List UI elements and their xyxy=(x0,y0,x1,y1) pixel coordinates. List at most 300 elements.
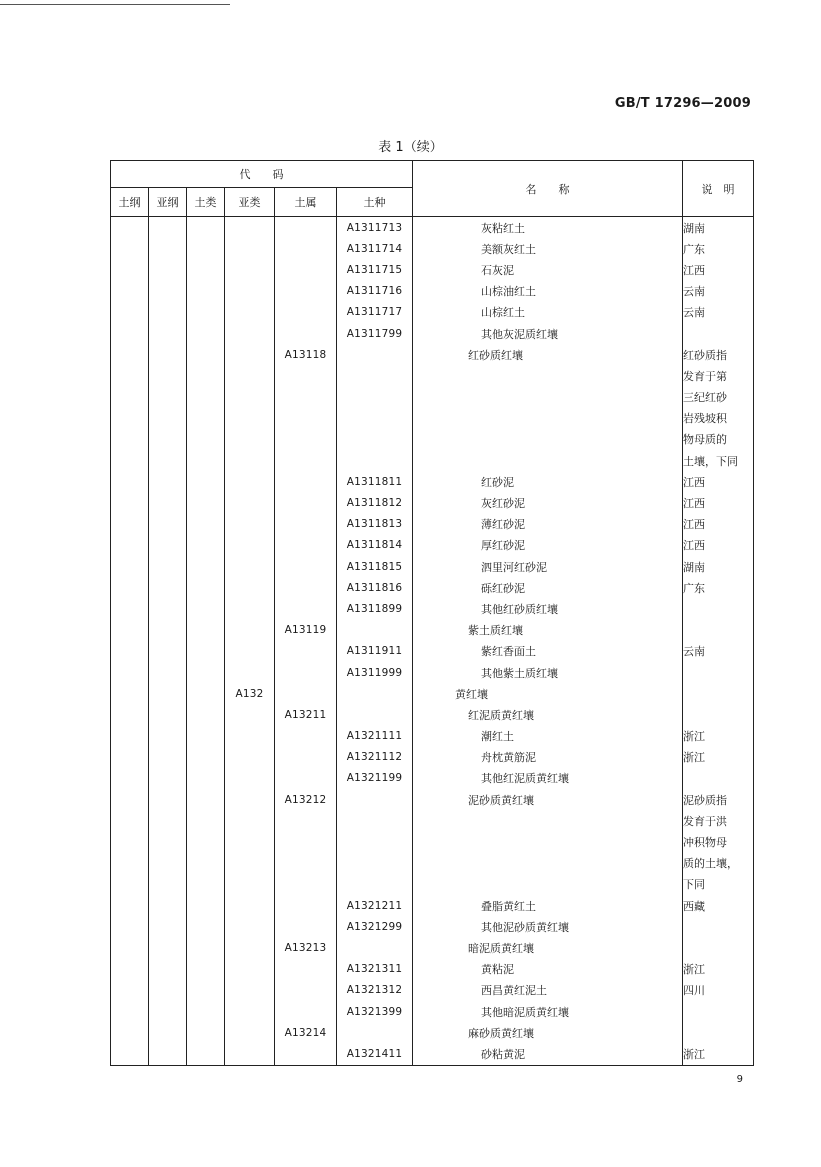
soil-name-cell: 砂粘黄泥 xyxy=(413,1043,683,1065)
note-cell: 湖南 xyxy=(683,556,754,577)
species-code-cell: A1321112 xyxy=(337,747,413,768)
order-code-cell xyxy=(111,895,149,916)
species-code-cell xyxy=(337,1022,413,1043)
species-code-cell xyxy=(337,344,413,365)
group-code-cell xyxy=(187,810,225,831)
order-code-cell xyxy=(111,1001,149,1022)
suborder-code-cell xyxy=(149,556,187,577)
group-code-cell xyxy=(187,323,225,344)
subgroup-code-cell xyxy=(225,556,275,577)
suborder-code-cell xyxy=(149,1001,187,1022)
note-cell: 江西 xyxy=(683,471,754,492)
suborder-code-cell xyxy=(149,238,187,259)
order-code-cell xyxy=(111,408,149,429)
subgroup-code-cell xyxy=(225,831,275,852)
family-code-cell xyxy=(275,323,337,344)
note-cell xyxy=(683,323,754,344)
order-code-cell xyxy=(111,726,149,747)
group-code-cell xyxy=(187,302,225,323)
suborder-code-cell xyxy=(149,662,187,683)
species-code-cell xyxy=(337,937,413,958)
standard-code: GB/T 17296—2009 xyxy=(614,96,751,111)
table-row xyxy=(111,259,754,280)
group-code-cell xyxy=(187,980,225,1001)
subgroup-code-cell xyxy=(225,259,275,280)
order-code-cell xyxy=(111,598,149,619)
subgroup-code-cell xyxy=(225,471,275,492)
soil-name-cell: 灰粘红土 xyxy=(413,217,683,239)
species-code-cell: A1311811 xyxy=(337,471,413,492)
group-code-cell xyxy=(187,344,225,365)
soil-name-cell: 厚红砂泥 xyxy=(413,535,683,556)
table-row xyxy=(111,959,754,980)
subgroup-code-cell xyxy=(225,492,275,513)
subgroup-code-cell xyxy=(225,1001,275,1022)
note-cell: 云南 xyxy=(683,302,754,323)
subgroup-code-cell: A132 xyxy=(225,683,275,704)
species-code-cell: A1311715 xyxy=(337,259,413,280)
group-code-cell xyxy=(187,874,225,895)
group-code-cell xyxy=(187,387,225,408)
subgroup-code-cell xyxy=(225,662,275,683)
soil-name-cell xyxy=(413,429,683,450)
subgroup-code-cell xyxy=(225,768,275,789)
species-code-cell xyxy=(337,683,413,704)
scan-edge-line xyxy=(0,4,230,5)
group-code-cell xyxy=(187,683,225,704)
species-code-cell: A1321311 xyxy=(337,959,413,980)
suborder-code-cell xyxy=(149,683,187,704)
order-code-cell xyxy=(111,853,149,874)
table-row xyxy=(111,217,754,239)
group-code-cell xyxy=(187,726,225,747)
family-code-cell xyxy=(275,492,337,513)
family-code-cell xyxy=(275,831,337,852)
subgroup-code-cell xyxy=(225,704,275,725)
family-code-cell xyxy=(275,641,337,662)
species-code-cell xyxy=(337,789,413,810)
suborder-code-cell xyxy=(149,831,187,852)
family-code-cell xyxy=(275,747,337,768)
suborder-code-cell xyxy=(149,471,187,492)
soil-name-cell: 麻砂质黄红壤 xyxy=(413,1022,683,1043)
soil-name-cell: 薄红砂泥 xyxy=(413,514,683,535)
group-code-cell xyxy=(187,768,225,789)
order-code-cell xyxy=(111,1043,149,1065)
note-cell: 下同 xyxy=(683,874,754,895)
species-code-cell: A1321312 xyxy=(337,980,413,1001)
note-cell: 湖南 xyxy=(683,217,754,239)
table-row xyxy=(111,726,754,747)
soil-name-cell: 泥砂质黄红壤 xyxy=(413,789,683,810)
soil-name-cell xyxy=(413,810,683,831)
species-code-cell xyxy=(337,620,413,641)
family-code-cell xyxy=(275,662,337,683)
group-code-cell xyxy=(187,471,225,492)
group-code-cell xyxy=(187,895,225,916)
species-code-cell: A1321211 xyxy=(337,895,413,916)
subgroup-code-cell xyxy=(225,344,275,365)
table-row xyxy=(111,683,754,704)
family-code-cell xyxy=(275,959,337,980)
table-row xyxy=(111,768,754,789)
order-code-cell xyxy=(111,620,149,641)
table-row xyxy=(111,556,754,577)
species-code-cell: A1321399 xyxy=(337,1001,413,1022)
suborder-code-cell xyxy=(149,704,187,725)
group-code-cell xyxy=(187,937,225,958)
table-body xyxy=(111,217,754,1066)
order-code-cell xyxy=(111,556,149,577)
subgroup-code-cell xyxy=(225,853,275,874)
family-code-cell xyxy=(275,365,337,386)
note-cell: 江西 xyxy=(683,259,754,280)
group-code-cell xyxy=(187,747,225,768)
order-code-cell xyxy=(111,514,149,535)
order-code-cell xyxy=(111,387,149,408)
group-code-cell xyxy=(187,450,225,471)
species-code-cell: A1311999 xyxy=(337,662,413,683)
table-row xyxy=(111,514,754,535)
suborder-code-cell xyxy=(149,726,187,747)
family-code-cell xyxy=(275,238,337,259)
subgroup-code-cell xyxy=(225,365,275,386)
suborder-code-cell xyxy=(149,387,187,408)
order-code-cell xyxy=(111,641,149,662)
note-cell: 西藏 xyxy=(683,895,754,916)
subgroup-code-cell xyxy=(225,408,275,429)
note-cell xyxy=(683,683,754,704)
soil-name-cell: 砾红砂泥 xyxy=(413,577,683,598)
species-code-cell: A1311716 xyxy=(337,281,413,302)
table-row xyxy=(111,1022,754,1043)
soil-name-cell: 叠脂黄红土 xyxy=(413,895,683,916)
note-cell: 三纪红砂 xyxy=(683,387,754,408)
note-cell: 发育于洪 xyxy=(683,810,754,831)
family-code-cell: A13118 xyxy=(275,344,337,365)
group-code-cell xyxy=(187,789,225,810)
order-code-cell xyxy=(111,323,149,344)
soil-classification-table xyxy=(110,160,754,1066)
species-code-cell xyxy=(337,831,413,852)
subgroup-code-cell xyxy=(225,937,275,958)
table-row xyxy=(111,895,754,916)
suborder-code-cell xyxy=(149,429,187,450)
order-code-cell xyxy=(111,874,149,895)
family-code-cell xyxy=(275,556,337,577)
note-cell: 泥砂质指 xyxy=(683,789,754,810)
group-code-cell xyxy=(187,281,225,302)
note-cell: 广东 xyxy=(683,238,754,259)
subgroup-code-cell xyxy=(225,789,275,810)
subgroup-code-cell xyxy=(225,1022,275,1043)
group-code-cell xyxy=(187,408,225,429)
suborder-code-cell xyxy=(149,789,187,810)
species-code-cell: A1311717 xyxy=(337,302,413,323)
order-code-cell xyxy=(111,365,149,386)
family-code-cell: A13213 xyxy=(275,937,337,958)
subgroup-code-cell xyxy=(225,514,275,535)
table-row xyxy=(111,323,754,344)
suborder-code-cell xyxy=(149,895,187,916)
group-code-cell xyxy=(187,429,225,450)
soil-name-cell xyxy=(413,365,683,386)
suborder-code-cell xyxy=(149,259,187,280)
soil-name-cell xyxy=(413,387,683,408)
soil-name-cell: 其他红砂质红壤 xyxy=(413,598,683,619)
table-row xyxy=(111,238,754,259)
suborder-code-cell xyxy=(149,535,187,556)
group-code-cell xyxy=(187,514,225,535)
level-header-subgroup: 亚类 xyxy=(225,188,275,217)
soil-name-cell: 紫红香面土 xyxy=(413,641,683,662)
level-header-species: 土种 xyxy=(337,188,413,217)
soil-name-cell: 舟枕黄筋泥 xyxy=(413,747,683,768)
order-code-cell xyxy=(111,344,149,365)
soil-name-cell xyxy=(413,874,683,895)
species-code-cell: A1311815 xyxy=(337,556,413,577)
soil-name-cell xyxy=(413,450,683,471)
note-cell: 云南 xyxy=(683,641,754,662)
subgroup-code-cell xyxy=(225,535,275,556)
note-cell xyxy=(683,768,754,789)
note-cell: 浙江 xyxy=(683,959,754,980)
species-code-cell xyxy=(337,408,413,429)
note-cell: 岩残坡积 xyxy=(683,408,754,429)
suborder-code-cell xyxy=(149,323,187,344)
family-code-cell xyxy=(275,429,337,450)
species-code-cell: A1311799 xyxy=(337,323,413,344)
subgroup-code-cell xyxy=(225,641,275,662)
note-cell xyxy=(683,1001,754,1022)
table-row xyxy=(111,874,754,895)
note-cell: 江西 xyxy=(683,514,754,535)
soil-name-cell: 黄红壤 xyxy=(413,683,683,704)
family-code-cell: A13212 xyxy=(275,789,337,810)
suborder-code-cell xyxy=(149,874,187,895)
subgroup-code-cell xyxy=(225,726,275,747)
subgroup-code-cell xyxy=(225,429,275,450)
note-cell: 浙江 xyxy=(683,726,754,747)
subgroup-code-cell xyxy=(225,281,275,302)
note-cell: 浙江 xyxy=(683,1043,754,1065)
note-cell: 冲积物母 xyxy=(683,831,754,852)
soil-name-cell: 其他红泥质黄红壤 xyxy=(413,768,683,789)
code-group-header: 代 码 xyxy=(111,161,413,188)
order-code-cell xyxy=(111,492,149,513)
table-row xyxy=(111,450,754,471)
suborder-code-cell xyxy=(149,768,187,789)
species-code-cell: A1311813 xyxy=(337,514,413,535)
table-row xyxy=(111,471,754,492)
suborder-code-cell xyxy=(149,980,187,1001)
subgroup-code-cell xyxy=(225,387,275,408)
subgroup-code-cell xyxy=(225,598,275,619)
note-cell xyxy=(683,704,754,725)
family-code-cell xyxy=(275,874,337,895)
group-code-cell xyxy=(187,704,225,725)
group-code-cell xyxy=(187,556,225,577)
species-code-cell xyxy=(337,429,413,450)
soil-name-cell: 红泥质黄红壤 xyxy=(413,704,683,725)
species-code-cell: A1311814 xyxy=(337,535,413,556)
table-row xyxy=(111,916,754,937)
family-code-cell xyxy=(275,810,337,831)
soil-name-cell: 黄粘泥 xyxy=(413,959,683,980)
order-code-cell xyxy=(111,238,149,259)
note-cell xyxy=(683,662,754,683)
species-code-cell xyxy=(337,704,413,725)
table-row xyxy=(111,365,754,386)
soil-name-cell: 潮红土 xyxy=(413,726,683,747)
table-title: 表 1（续） xyxy=(378,140,443,155)
order-code-cell xyxy=(111,937,149,958)
soil-name-cell: 暗泥质黄红壤 xyxy=(413,937,683,958)
group-code-cell xyxy=(187,641,225,662)
order-code-cell xyxy=(111,810,149,831)
family-code-cell xyxy=(275,916,337,937)
note-cell: 四川 xyxy=(683,980,754,1001)
suborder-code-cell xyxy=(149,916,187,937)
level-header-family: 土属 xyxy=(275,188,337,217)
suborder-code-cell xyxy=(149,577,187,598)
suborder-code-cell xyxy=(149,365,187,386)
subgroup-code-cell xyxy=(225,810,275,831)
note-cell: 物母质的 xyxy=(683,429,754,450)
family-code-cell xyxy=(275,895,337,916)
suborder-code-cell xyxy=(149,217,187,239)
level-header-order: 土纲 xyxy=(111,188,149,217)
soil-name-cell xyxy=(413,853,683,874)
soil-name-cell: 美额灰红土 xyxy=(413,238,683,259)
order-code-cell xyxy=(111,980,149,1001)
note-cell xyxy=(683,620,754,641)
table-row xyxy=(111,598,754,619)
suborder-code-cell xyxy=(149,598,187,619)
soil-name-cell: 其他泥砂质黄红壤 xyxy=(413,916,683,937)
order-code-cell xyxy=(111,217,149,239)
suborder-code-cell xyxy=(149,959,187,980)
suborder-code-cell xyxy=(149,810,187,831)
suborder-code-cell xyxy=(149,344,187,365)
order-code-cell xyxy=(111,577,149,598)
species-code-cell: A1311816 xyxy=(337,577,413,598)
group-code-cell xyxy=(187,662,225,683)
note-cell: 质的土壤， xyxy=(683,853,754,874)
group-code-cell xyxy=(187,1001,225,1022)
family-code-cell xyxy=(275,980,337,1001)
group-code-cell xyxy=(187,365,225,386)
suborder-code-cell xyxy=(149,937,187,958)
note-cell xyxy=(683,1022,754,1043)
group-code-cell xyxy=(187,1022,225,1043)
soil-name-cell: 红砂泥 xyxy=(413,471,683,492)
note-cell: 广东 xyxy=(683,577,754,598)
subgroup-code-cell xyxy=(225,916,275,937)
table-row xyxy=(111,831,754,852)
subgroup-code-cell xyxy=(225,959,275,980)
suborder-code-cell xyxy=(149,302,187,323)
suborder-code-cell xyxy=(149,492,187,513)
order-code-cell xyxy=(111,302,149,323)
species-code-cell: A1321199 xyxy=(337,768,413,789)
family-code-cell xyxy=(275,726,337,747)
group-code-cell xyxy=(187,492,225,513)
species-code-cell xyxy=(337,853,413,874)
suborder-code-cell xyxy=(149,450,187,471)
suborder-code-cell xyxy=(149,281,187,302)
family-code-cell xyxy=(275,471,337,492)
order-code-cell xyxy=(111,429,149,450)
level-header-suborder: 亚纲 xyxy=(149,188,187,217)
family-code-cell xyxy=(275,535,337,556)
order-code-cell xyxy=(111,259,149,280)
order-code-cell xyxy=(111,959,149,980)
table-row xyxy=(111,1043,754,1065)
group-code-cell xyxy=(187,535,225,556)
family-code-cell xyxy=(275,217,337,239)
order-code-cell xyxy=(111,683,149,704)
group-code-cell xyxy=(187,620,225,641)
level-header-group: 土类 xyxy=(187,188,225,217)
table-row xyxy=(111,492,754,513)
subgroup-code-cell xyxy=(225,238,275,259)
table-row xyxy=(111,704,754,725)
species-code-cell xyxy=(337,387,413,408)
soil-name-cell: 其他紫土质红壤 xyxy=(413,662,683,683)
table-row xyxy=(111,1001,754,1022)
note-cell: 江西 xyxy=(683,535,754,556)
species-code-cell xyxy=(337,450,413,471)
soil-name-cell: 紫土质红壤 xyxy=(413,620,683,641)
species-code-cell: A1311713 xyxy=(337,217,413,239)
order-code-cell xyxy=(111,662,149,683)
page-number: 9 xyxy=(736,1074,743,1085)
family-code-cell xyxy=(275,259,337,280)
name-header: 名 称 xyxy=(413,161,683,217)
soil-name-cell xyxy=(413,408,683,429)
suborder-code-cell xyxy=(149,641,187,662)
suborder-code-cell xyxy=(149,514,187,535)
table-row xyxy=(111,853,754,874)
family-code-cell xyxy=(275,1001,337,1022)
note-cell: 云南 xyxy=(683,281,754,302)
table-row xyxy=(111,789,754,810)
family-code-cell xyxy=(275,514,337,535)
suborder-code-cell xyxy=(149,408,187,429)
order-code-cell xyxy=(111,916,149,937)
order-code-cell xyxy=(111,789,149,810)
species-code-cell: A1321111 xyxy=(337,726,413,747)
group-code-cell xyxy=(187,831,225,852)
family-code-cell xyxy=(275,302,337,323)
family-code-cell xyxy=(275,281,337,302)
family-code-cell: A13211 xyxy=(275,704,337,725)
note-cell: 浙江 xyxy=(683,747,754,768)
soil-name-cell xyxy=(413,831,683,852)
table-row xyxy=(111,535,754,556)
subgroup-code-cell xyxy=(225,1043,275,1065)
soil-name-cell: 石灰泥 xyxy=(413,259,683,280)
group-code-cell xyxy=(187,259,225,280)
table-row xyxy=(111,302,754,323)
group-code-cell xyxy=(187,853,225,874)
table-row xyxy=(111,620,754,641)
subgroup-code-cell xyxy=(225,620,275,641)
species-code-cell: A1311911 xyxy=(337,641,413,662)
family-code-cell xyxy=(275,387,337,408)
subgroup-code-cell xyxy=(225,302,275,323)
